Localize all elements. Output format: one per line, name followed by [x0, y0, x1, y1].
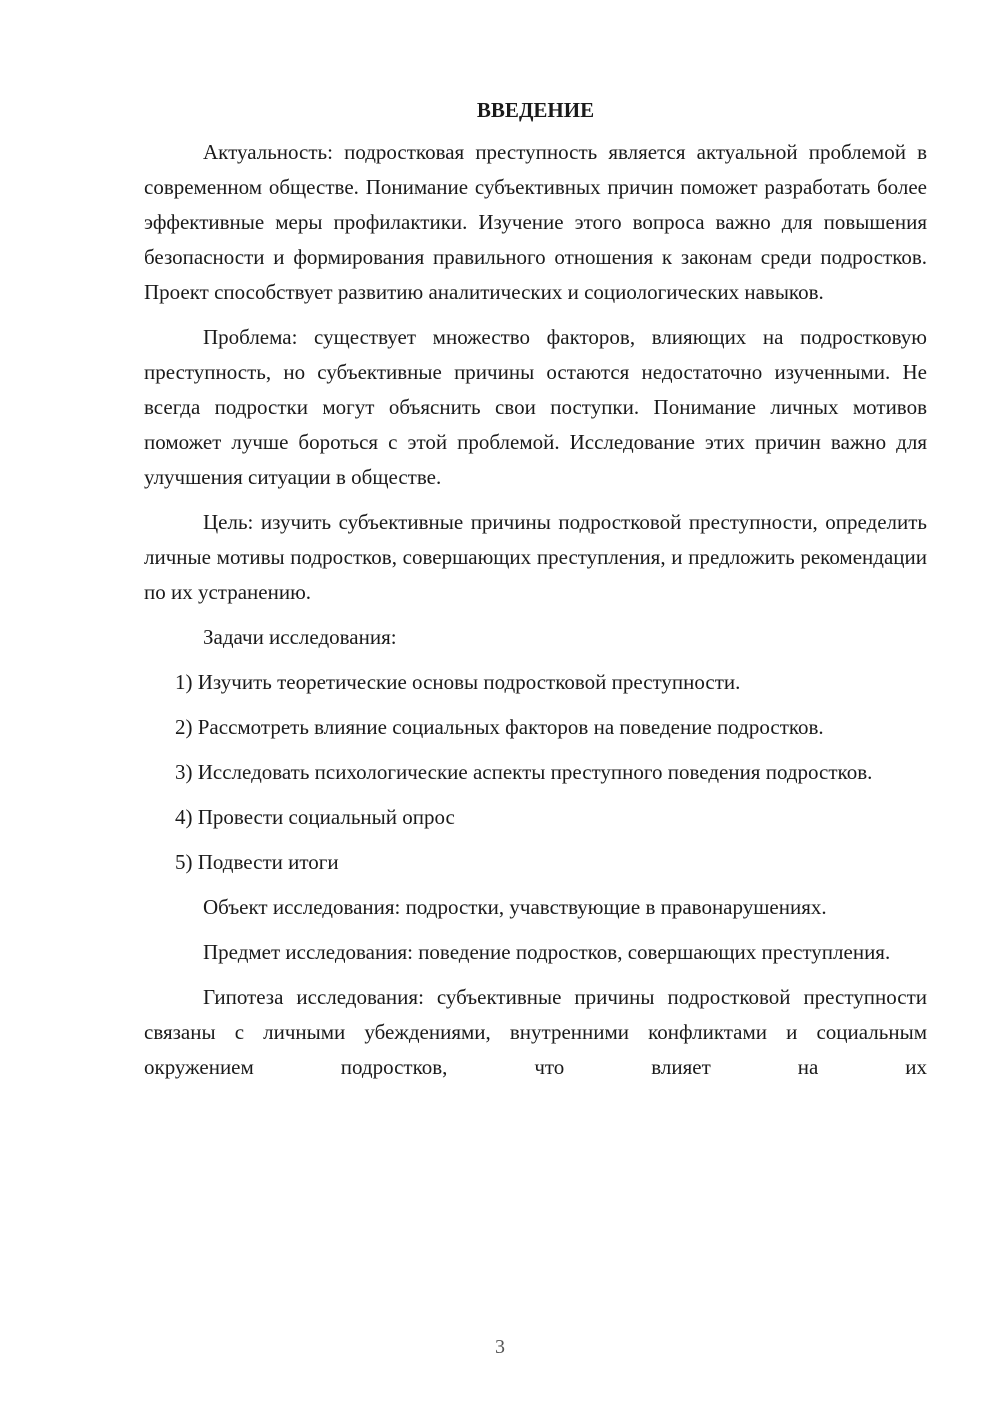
task-item-1: 1) Изучить теоретические основы подростковой преступности.	[175, 670, 741, 694]
section-title: ВВЕДЕНИЕ	[476, 98, 595, 122]
paragraph-object: Объект исследования: подростки, учавствующие в правонарушениях.	[203, 895, 827, 919]
paragraph-goal: Цель: изучить субъективные причины подростковой преступности, определить личные мотивы подростков, совершающих преступления, и предложить рекомендации по их устранению.	[144, 510, 927, 604]
page-number: 3	[495, 1336, 505, 1358]
paragraph-hypothesis: Гипотеза исследования: субъективные причины подростковой преступности связаны с личными убеждениями, внутренними конфликтами и социальным окружением подростков, что влияет на их	[144, 985, 927, 1079]
paragraph-relevance: Актуальность: подростковая преступность является актуальной проблемой в современном обществе. Понимание субъективных причин поможет разработать более эффективные меры профилактики. Изучение этого вопроса важно для повышения безопасности и формирования правильного отношения к законам среди подростков. Проект способствует развитию аналитических и социологических навыков.	[144, 140, 927, 304]
document-body	[144, 95, 927, 1095]
task-item-4: 4) Провести социальный опрос	[175, 805, 455, 829]
task-item-3: 3) Исследовать психологические аспекты преступного поведения подростков.	[175, 760, 873, 784]
paragraph-problem: Проблема: существует множество факторов, влияющих на подростковую преступность, но субъективные причины остаются недостаточно изученными. Не всегда подростки могут объяснить свои поступки. Понимание личных мотивов поможет лучше бороться с этой проблемой. Исследование этих причин важно для улучшения ситуации в обществе.	[144, 325, 927, 489]
paragraph-subject: Предмет исследования: поведение подростков, совершающих преступления.	[203, 940, 891, 964]
task-item-2: 2) Рассмотреть влияние социальных факторов на поведение подростков.	[175, 715, 824, 739]
task-item-5: 5) Подвести итоги	[175, 850, 339, 874]
tasks-heading: Задачи исследования:	[203, 625, 397, 649]
